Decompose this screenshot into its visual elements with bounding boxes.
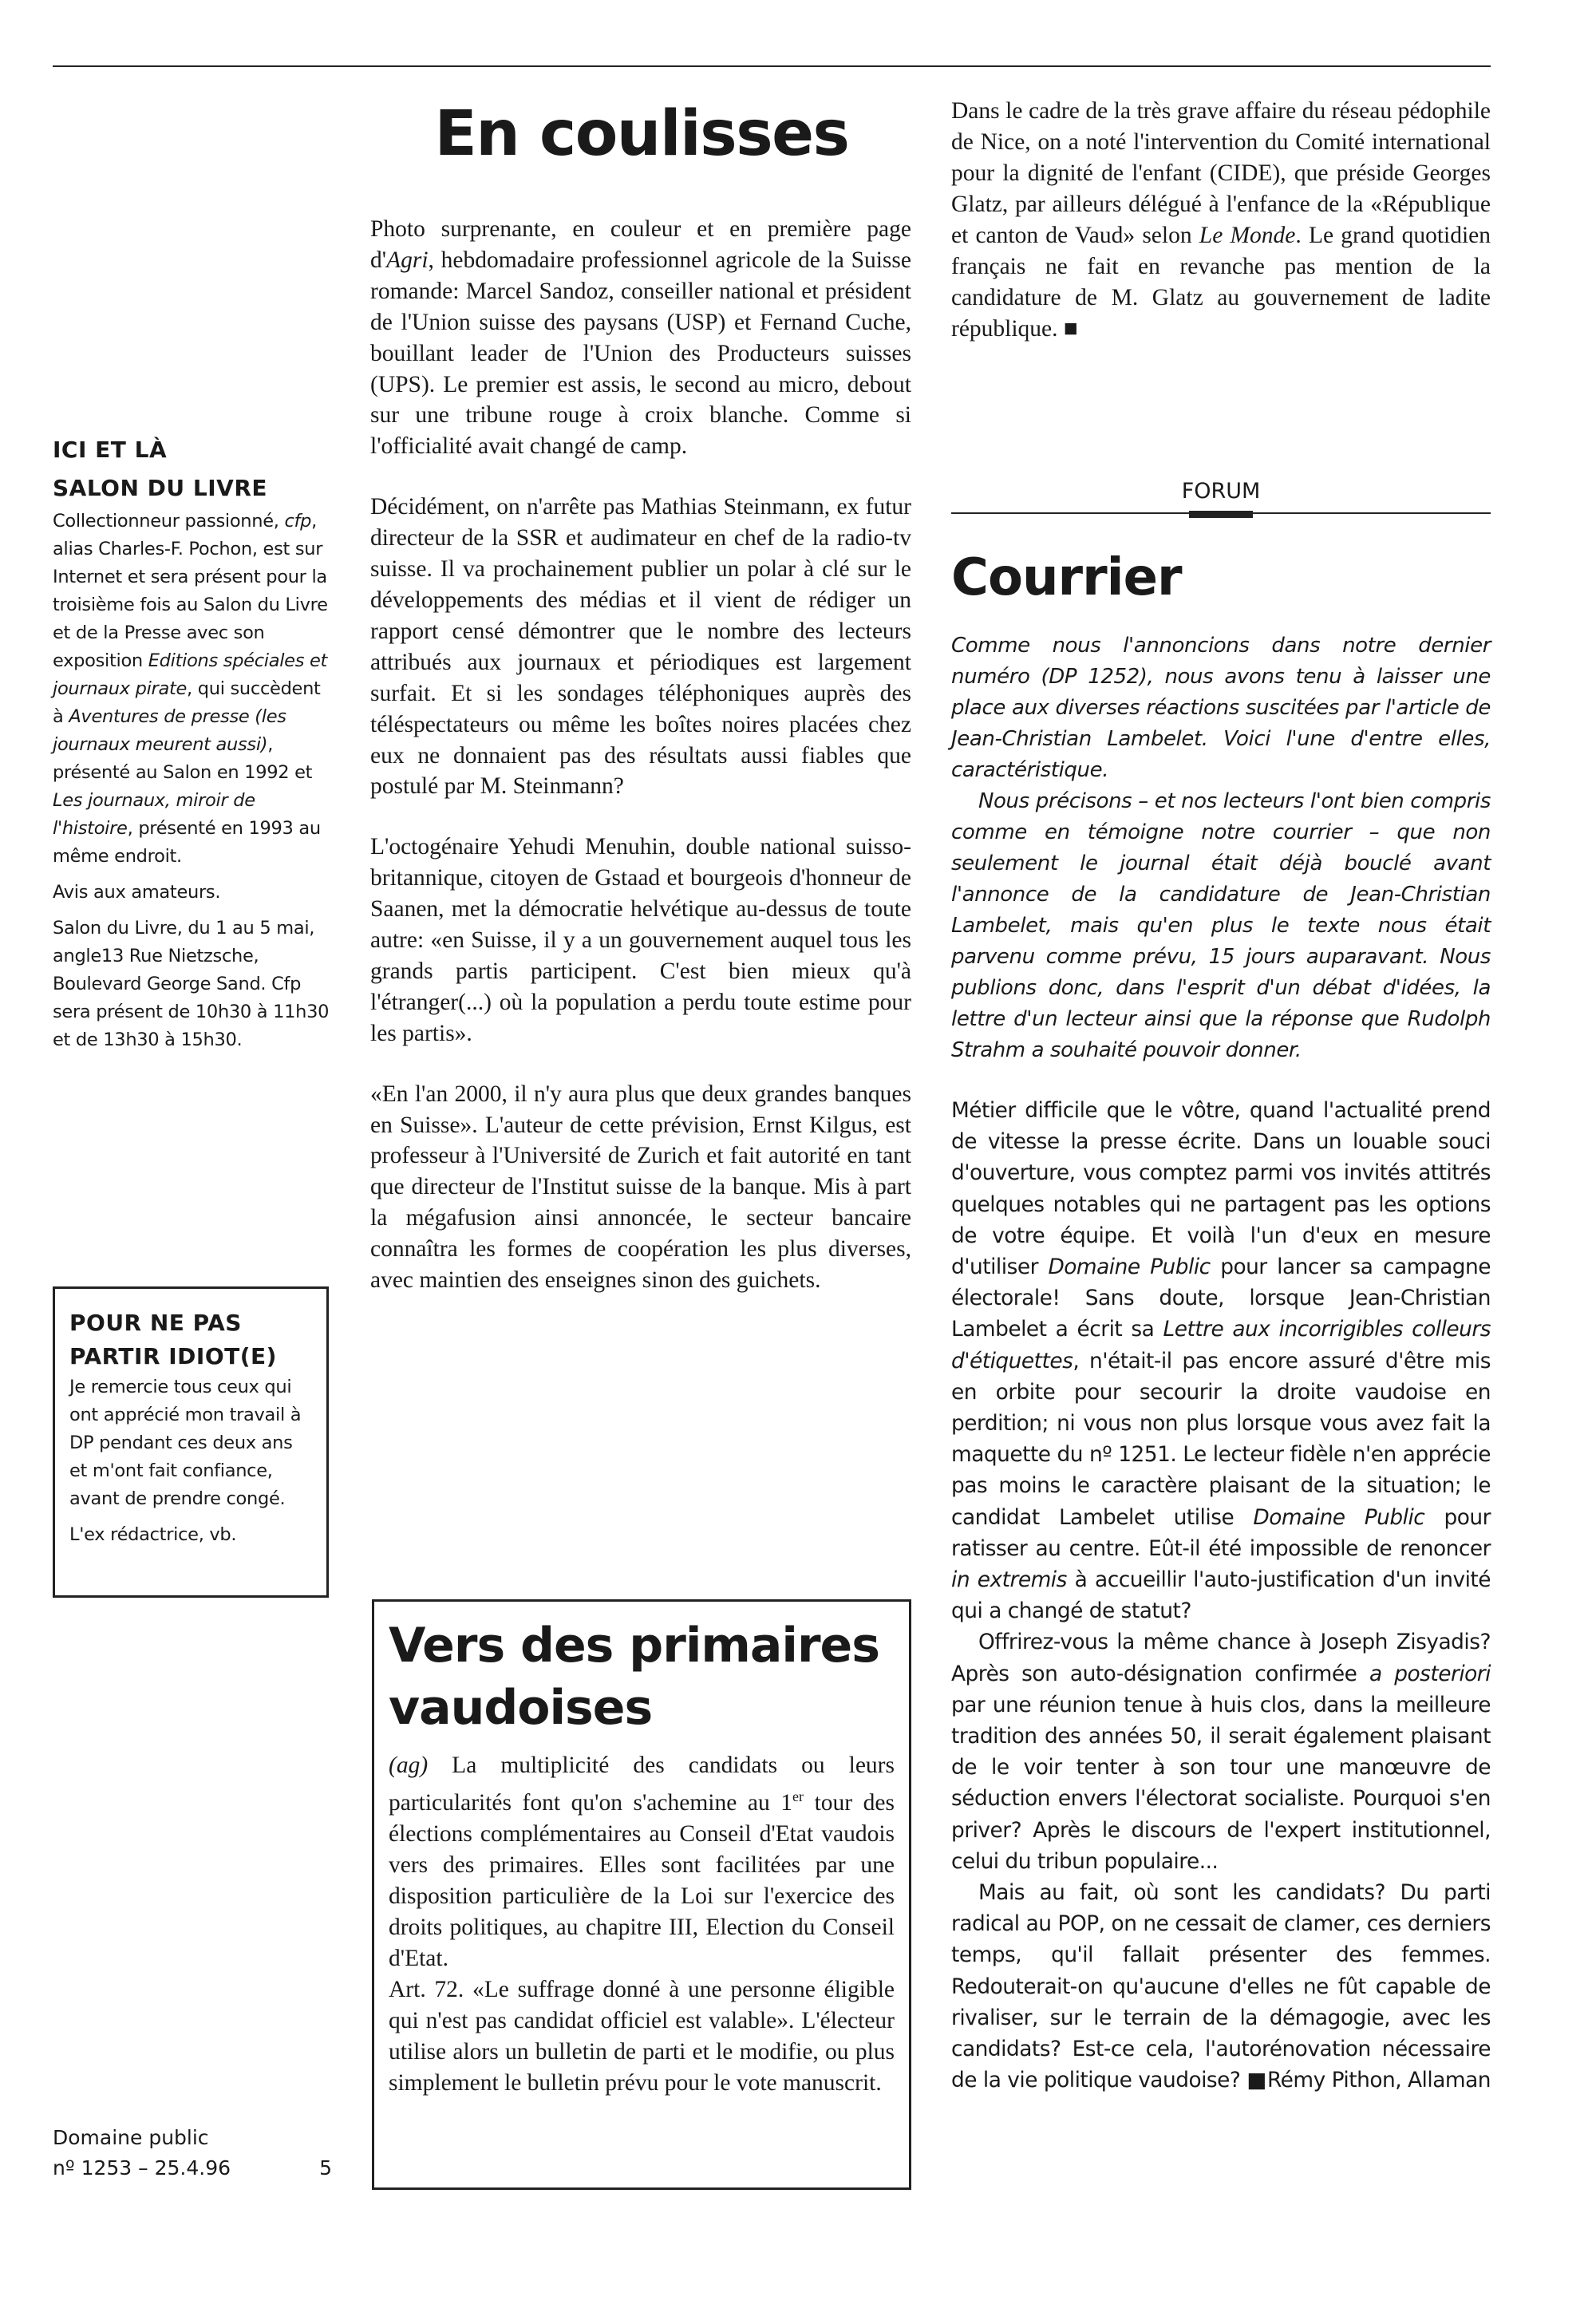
salon-paragraph-3: Salon du Livre, du 1 au 5 mai, angle13 Rue Nietzsche, Boulevard George Sand. Cfp sera présent de 10h30 à 11h30 et de 13h30 à 15h30.: [53, 918, 330, 1050]
salon-paragraph-1: Collectionneur passionné, cfp, alias Charles-F. Pochon, est sur Internet et sera présent pour la troisième fois au Salon du Livre et de la Presse avec son exposition Editions spéciales et journaux pirate, qui succèdent à Aventures de presse (les journaux meurent aussi), présenté au Salon en 1992 et Les journaux, miroir de l'histoire, présenté en 1993 au même endroit.: [53, 511, 328, 867]
courrier-lead: [951, 630, 1491, 1066]
letter-paragraph-3: Mais au fait, où sont les candidats? Du parti radical au POP, on ne cessait de clamer, ces derniers temps, qu'il fallait présenter des femmes. Redouterait-on qu'aucune d'elles ne fût capable de rivaliser, sur le terrain de la démagogie, avec les candidats? Est-ce cela, l'autorénovation nécessaire de la vie politique vaudoise? ■ Rémy Pithon, Allaman: [951, 1877, 1491, 2096]
coulisses-paragraph-2: Décidément, on n'arrête pas Mathias Steinmann, ex futur directeur de la SSR et audimateur en chef de la radio-tv suisse. Il va prochainement publier un polar à clé sur le développements des médias et il vient de rédiger un rapport censé démontrer que le nombre des lecteurs attribués aux journaux et périodiques est largement surfait. Et si les sondages téléphoniques auprès des téléspectateurs ou même les boîtes noires placées chez eux ne donnaient pas des résultats aussi fiables que postulé par M. Steinmann?: [370, 494, 911, 800]
page-footer: [53, 2123, 332, 2183]
top-rule: [53, 65, 1491, 67]
coulisses-paragraph-1: Photo surprenante, en couleur et en première page d'Agri, hebdomadaire professionnel agricole de la Suisse romande: Marcel Sandoz, conseiller national et président de l'Union suisse des paysans (USP) et Fernand Cuche, bouillant leader de l'Union des Producteurs suisses (UPS). Le premier est assis, le second au micro, debout sur une tribune rouge à croix blanche. Comme si l'officialité avait changé de camp.: [370, 216, 911, 460]
farewell-heading-line1: POUR NE PAS: [69, 1310, 242, 1336]
salon-heading: SALON DU LIVRE: [53, 475, 268, 501]
farewell-box: [53, 1286, 329, 1598]
forum-rule-mark: [1189, 511, 1253, 518]
coulisses-paragraph-3: L'octogénaire Yehudi Menuhin, double national suisso-britannique, citoyen de Gstaad et bourgeois d'honneur de Saanen, met la démocratie helvétique au-dessus de toute autre: «en Suisse, il y a un gouvernement auquel tous les grands partis participent. C'est bien mieux qu'à l'étranger(...) où la population a perdu toute estime pour les partis».: [370, 834, 911, 1046]
primaires-article-box: [372, 1599, 911, 2190]
courrier-lead-2: Nous précisons – et nos lecteurs l'ont bien compris comme en témoigne notre courrier – que non seulement le journal était déjà bouclé avant l'annonce de la candidature de Jean-Christian Lambelet, mais qu'en plus le texte nous était parvenu comme prévu, 15 jours auparavant. Nous publions donc, dans l'esprit d'un débat d'idées, la lettre d'un lecteur ainsi que la réponse que Rudolph Strahm a souhaité pouvoir donner.: [951, 789, 1491, 1062]
primaires-paragraph-2: Art. 72. «Le suffrage donné à une personne éligible qui n'est pas candidat officiel est valable». L'électeur utilise alors un bulletin de parti et le modifie, ou plus simplement le bulletin prévu pour le vote manuscrit.: [389, 1976, 895, 2096]
salon-paragraph-2: Avis aux amateurs.: [53, 882, 221, 903]
sidebar-ici-et-la: [53, 431, 332, 1054]
reader-letter: [951, 1095, 1491, 2096]
coulisses-continued: [951, 96, 1491, 345]
coulisses-paragraph-5: Dans le cadre de la très grave affaire du réseau pédophile de Nice, on a noté l'intervention du Comité international pour la dignité de l'enfant (CIDE), que préside Georges Glatz, par ailleurs délégué à l'enfance de la «République et canton de Vaud» selon Le Monde. Le grand quotidien français ne fait en revanche pas mention de la candidature de M. Glatz au gouvernement de ladite république. ■: [951, 98, 1491, 342]
letter-paragraph-2: Offrirez-vous la même chance à Joseph Zisyadis? Après son auto-désignation confirmée a posteriori par une réunion tenue à huis clos, dans la meilleure tradition des années 50, il serait également plaisant de le voir tenter à son tour une manœuvre de séduction envers l'électorat socialiste. Pourquoi s'en priver? Après le discours de l'expert institutionnel, celui du tribun populaire...: [951, 1630, 1491, 1874]
coulisses-paragraph-4: «En l'an 2000, il n'y aura plus que deux grandes banques en Suisse». L'auteur de cette prévision, Ernst Kilgus, est professeur à l'Université de Zurich et fait autorité en tant que directeur de l'Institut suisse de la banque. Mis à part la mégafusion ainsi annoncée, le secteur bancaire connaîtra les formes de coopération les plus diverses, avec maintien des enseignes sinon des guichets.: [370, 1081, 911, 1294]
courrier-lead-1: Comme nous l'annoncions dans notre dernier numéro (DP 1252), nous avons tenu à laisser une place aux diverses réactions suscitées par l'article de Jean-Christian Lambelet. Voici l'une d'entre elles, caractéristique.: [951, 634, 1491, 782]
forum-label: FORUM: [1181, 479, 1261, 504]
courrier-title: Courrier: [951, 548, 1182, 607]
farewell-heading-line2: PARTIR IDIOT(E): [69, 1343, 277, 1369]
letter-paragraph-1: Métier difficile que le vôtre, quand l'actualité prend de vitesse la presse écrite. Dans un louable souci d'ouverture, vous comptez parmi vos invités attitrés quelques notables qui ne partagent pas les options de votre équipe. Et voilà l'un d'eux en mesure d'utiliser Domaine Public pour lancer sa campagne électorale! Sans doute, lorsque Jean-Christian Lambelet a écrit sa Lettre aux incorrigibles colleurs d'étiquettes, n'était-il pas encore assuré d'être mis en orbite pour secourir la droite vaudoise en perdition; ni vous non plus lorsque vous avez fait la maquette du nº 1251. Le lecteur fidèle n'en apprécie pas moins le caractère plaisant de la situation; le candidat Lambelet utilise Domaine Public pour ratisser au centre. Eût-il été impossible de renoncer in extremis à accueillir l'auto-justification d'un invité qui a changé de statut?: [951, 1098, 1491, 1624]
primaires-paragraph-1: (ag) La multiplicité des candidats ou leurs particularités font qu'on s'achemine au 1er tour des élections complémentaires au Conseil d'Etat vaudois vers des primaires. Elles sont facilitées par une disposition particulière de la Loi sur l'exercice des droits politiques, au chapitre III, Election du Conseil d'Etat.: [389, 1753, 895, 1971]
primaires-title: Vers des primaires vaudoises: [389, 1618, 879, 1736]
section-label: ICI ET LÀ: [53, 437, 168, 463]
coulisses-column: [370, 214, 911, 1296]
farewell-signature: L'ex rédactrice, vb.: [69, 1524, 237, 1545]
coulisses-title: En coulisses: [434, 98, 849, 170]
farewell-paragraph: Je remercie tous ceux qui ont apprécié mon travail à DP pendant ces deux ans et m'ont fait confiance, avant de prendre congé.: [69, 1377, 302, 1509]
page-number: 5: [319, 2156, 332, 2179]
publication-name: Domaine public: [53, 2126, 209, 2149]
issue-info: nº 1253 – 25.4.96: [53, 2156, 231, 2179]
letter-signature: Rémy Pithon, Allaman: [1267, 2068, 1491, 2093]
